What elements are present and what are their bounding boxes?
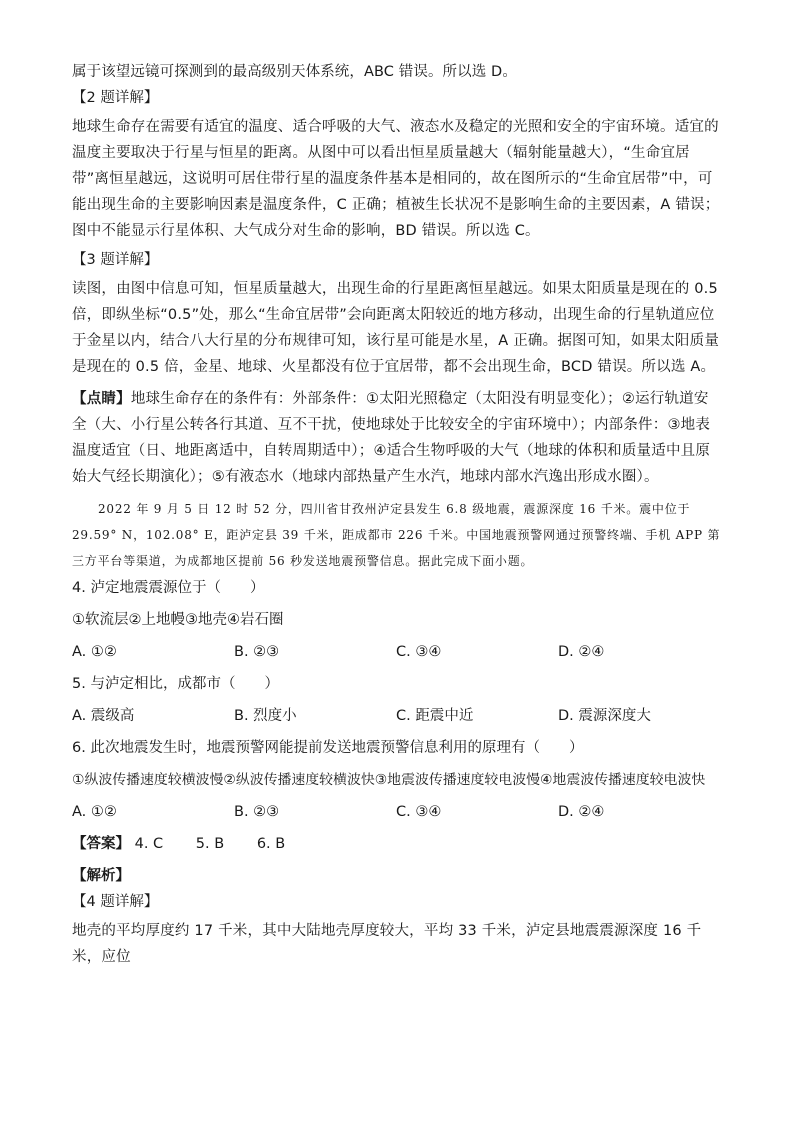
document-page <box>72 62 722 976</box>
option-d[interactable]: D. ②④ <box>558 804 605 820</box>
question-5-options <box>72 706 722 726</box>
question-4-stem: 4. 泸定地震震源位于（ ） <box>72 580 265 596</box>
option-a[interactable]: A. 震级高 <box>72 708 135 724</box>
q3-explanation: 读图，由图中信息可知，恒星质量越大，出现生命的行星距离恒星越远。如果太阳质量是现在的 0.5 倍，即纵坐标“0.5”处，那么“生命宜居带”会向距离太阳较近的地方移动，出现生命的行星轨道应位于金星以内，结合八大行星的分布规律可知，该行星可能是水星，A 正确。据图可知，如果太阳质量是现在的 0.5 倍，金星、地球、火星都没有位于宜居带，都不会出现生命，BCD 错误。所以选 A。 <box>72 281 720 375</box>
answer-6: 6. B <box>256 836 286 852</box>
q4-heading: 【4 题详解】 <box>72 894 159 910</box>
option-b[interactable]: B. ②③ <box>234 804 280 820</box>
option-c[interactable]: C. 距震中近 <box>396 708 474 724</box>
question-4-options <box>72 642 722 662</box>
option-d[interactable]: D. 震源深度大 <box>558 708 651 724</box>
question-5 <box>72 674 722 726</box>
option-b[interactable]: B. ②③ <box>234 644 280 660</box>
answer-5: 5. B <box>195 836 225 852</box>
key-point <box>72 386 722 490</box>
analysis-heading: 【解析】 <box>72 868 130 884</box>
answer-4: 4. C <box>134 836 164 852</box>
option-b[interactable]: B. 烈度小 <box>234 708 297 724</box>
option-c[interactable]: C. ③④ <box>396 804 442 820</box>
q2-explanation: 地球生命存在需要有适宜的温度、适合呼吸的大气、液态水及稳定的光照和安全的宇宙环境。适宜的温度主要取决于行星与恒星的距离。从图中可以看出恒星质量越大（辐射能量越大），“生命宜居带”离恒星越远，这说明可居住带行星的温度条件基本是相同的，故在图所示的“生命宜居带”中，可能出现生命的主要影响因素是温度条件，C 正确；植被生长状况不是影响生命的主要因素，A 错误；图中不能显示行星体积、大气成分对生命的影响，BD 错误。所以选 C。 <box>72 119 720 239</box>
question-6-statements: ①纵波传播速度较横波慢②纵波传播速度较横波快③地震波传播速度较电波慢④地震波传播速度较电波快 <box>72 772 706 788</box>
question-6-stem: 6. 此次地震发生时，地震预警网能提前发送地震预警信息利用的原理有（ ） <box>72 740 584 756</box>
key-point-text: 地球生命存在的条件有：外部条件：①太阳光照稳定（太阳没有明显变化）；②运行轨道安全（大、小行星公转各行其道、互不干扰，使地球处于比较安全的宇宙环境中）；内部条件：③地表温度适宜（日、地距离适中，自转周期适中）；④适合生物呼吸的大气（地球的体积和质量适中且原始大气经长期演化）；⑤有液态水（地球内部热量产生水汽，地球内部水汽逸出形成水圈）。 <box>72 391 711 485</box>
option-c[interactable]: C. ③④ <box>396 644 442 660</box>
option-d[interactable]: D. ②④ <box>558 644 605 660</box>
continued-explanation: 属于该望远镜可探测到的最高级别天体系统，ABC 错误。所以选 D。 <box>72 64 517 80</box>
option-a[interactable]: A. ①② <box>72 644 117 660</box>
q2-heading: 【2 题详解】 <box>72 90 159 106</box>
answer-line <box>72 834 722 854</box>
question-4 <box>72 578 722 662</box>
q4-explanation: 地壳的平均厚度约 17 千米，其中大陆地壳厚度较大，平均 33 千米，泸定县地震震源深度 16 千米，应位 <box>72 923 702 965</box>
question-6-options <box>72 802 722 822</box>
key-point-tag: 【点睛】 <box>72 391 131 407</box>
question-4-statements: ①软流层②上地幔③地壳④岩石圈 <box>72 612 284 628</box>
question-5-stem: 5. 与泸定相比，成都市（ ） <box>72 676 279 692</box>
question-6 <box>72 738 722 822</box>
material-passage: 2022 年 9 月 5 日 12 时 52 分，四川省甘孜州泸定县发生 6.8 级地震，震源深度 16 千米。震中位于 29.59° N，102.08° E，距泸定县 39 千米，距成都市 226 千米。中国地震预警网通过预警终端、手机 APP 第三方平台等渠道，为成都地区提前 56 秒发送地震预警信息。据此完成下面小题。 <box>72 502 721 568</box>
answer-tag: 【答案】 <box>72 836 130 852</box>
option-a[interactable]: A. ①② <box>72 804 117 820</box>
q3-heading: 【3 题详解】 <box>72 252 159 268</box>
